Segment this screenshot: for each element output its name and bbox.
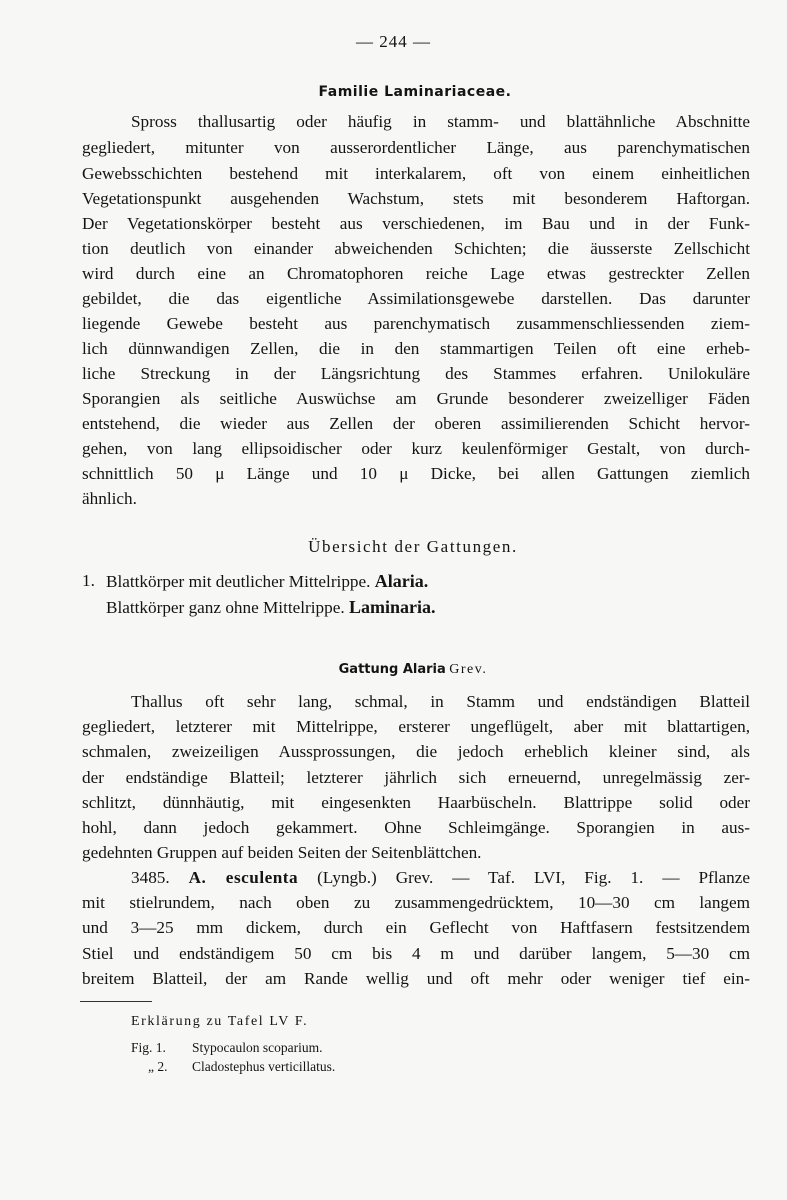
text-line: Sporangien als seitliche Auswüchse am Grunde besonderer zweizelliger Fäden xyxy=(82,389,750,408)
text-line: schlitzt, dünnhäutig, mit eingesenkten Haarbüscheln. Blattrippe solid oder xyxy=(82,793,750,812)
text-line: Vegetationspunkt ausgehenden Wachstum, stets mit besonderem Haftorgan. xyxy=(82,189,750,208)
text-line: hohl, dann jedoch gekammert. Ohne Schleimgänge. Sporangien in aus- xyxy=(82,818,750,837)
text-line: gegliedert, mitunter von ausserordentlicher Länge, aus parenchymatischen xyxy=(82,138,750,157)
key-entry xyxy=(106,597,435,618)
text-line: gegliedert, letzterer mit Mittelrippe, ersterer ungeflügelt, aber mit blattartigen, xyxy=(82,717,750,736)
key-entry xyxy=(106,571,428,592)
key-text: Blattkörper mit deutlicher Mittelrippe. xyxy=(106,572,371,591)
text-line: gebildet, die das eigentliche Assimilationsgewebe darstellen. Das darunter xyxy=(82,289,750,308)
footnote-text: Stypocaulon scoparium. xyxy=(192,1040,323,1055)
text-line: Der Vegetationskörper besteht aus verschiedenen, im Bau und in der Funk- xyxy=(82,214,750,233)
text-line: schnittlich 50 μ Länge und 10 μ Dicke, bei allen Gattungen ziemlich xyxy=(82,464,750,483)
page-number: — 244 — xyxy=(356,32,431,51)
text-line: und 3—25 mm dickem, durch ein Geflecht von Haftfasern festsitzendem xyxy=(82,918,750,937)
genus-name: Gattung Alaria xyxy=(338,662,446,677)
species-first-line xyxy=(131,866,750,890)
genus-author: Grev. xyxy=(449,662,488,677)
footnote-label: „ 2. xyxy=(148,1059,168,1074)
key-text: Blattkörper ganz ohne Mittelrippe. xyxy=(106,598,345,617)
text-line: lich dünnwandigen Zellen, die in den stammartigen Teilen oft eine erheb- xyxy=(82,339,750,358)
key-genus: Laminaria. xyxy=(348,597,436,617)
text-line: tion deutlich von einander abweichenden Schichten; die äusserste Zellschicht xyxy=(82,239,750,258)
footnote-text: Cladostephus verticillatus. xyxy=(192,1059,336,1074)
text-line: gehen, von lang ellipsoidischer oder kurz keulenförmiger Gestalt, von durch- xyxy=(82,439,750,458)
text-line: entstehend, die wieder aus Zellen der oberen assimilierenden Schicht hervor- xyxy=(82,414,750,433)
text-line: breitem Blatteil, der am Rande wellig und oft mehr oder weniger tief ein- xyxy=(82,969,750,988)
text-line: gedehnten Gruppen auf beiden Seiten der Seitenblättchen. xyxy=(82,843,482,862)
key-number: 1. xyxy=(82,571,95,590)
key-genus: Alaria. xyxy=(374,571,429,591)
text-line: wird durch eine an Chromatophoren reiche Lage etwas gestreckter Zellen xyxy=(82,264,750,283)
text-line: mit stielrundem, nach oben zu zusammengedrücktem, 10—30 cm langem xyxy=(82,893,750,912)
species-number: 3485. xyxy=(131,868,170,887)
overview-heading: Übersicht der Gattungen. xyxy=(308,537,518,556)
species-name: A. esculenta xyxy=(188,868,299,887)
text-line: liegende Gewebe besteht aus parenchymatisch zusammenschliessenden ziem- xyxy=(82,314,750,333)
footnote-label: Fig. 1. xyxy=(131,1040,166,1055)
text-line: liche Streckung in der Längsrichtung des Stammes erfahren. Unilokuläre xyxy=(82,364,750,383)
footnote-divider xyxy=(80,1001,152,1002)
text-line: Gewebsschichten bestehend mit interkalarem, oft von einem einheitlichen xyxy=(82,164,750,183)
family-heading: Familie Laminariaceae. xyxy=(318,84,512,100)
text-line: Spross thallusartig oder häufig in stamm- und blattähnliche Abschnitte xyxy=(131,112,750,131)
text-line: schmalen, zweizeiligen Aussprossungen, die jedoch erheblich kleiner sind, als xyxy=(82,742,750,761)
text-line: ähnlich. xyxy=(82,489,137,508)
footnote-heading: Erklärung zu Tafel LV F. xyxy=(131,1014,309,1029)
text-line: der endständige Blatteil; letzterer jährlich sich erneuernd, unregelmässig zer- xyxy=(82,768,750,787)
text-line: Thallus oft sehr lang, schmal, in Stamm und endständigen Blatteil xyxy=(131,692,750,711)
text-line: Stiel und endständigem 50 cm bis 4 m und darüber langem, 5—30 cm xyxy=(82,944,750,963)
species-authority: (Lyngb.) Grev. xyxy=(317,868,434,887)
species-reference: — Taf. LVI, Fig. 1. — Pflanze xyxy=(452,868,751,887)
genus-heading xyxy=(0,662,787,678)
